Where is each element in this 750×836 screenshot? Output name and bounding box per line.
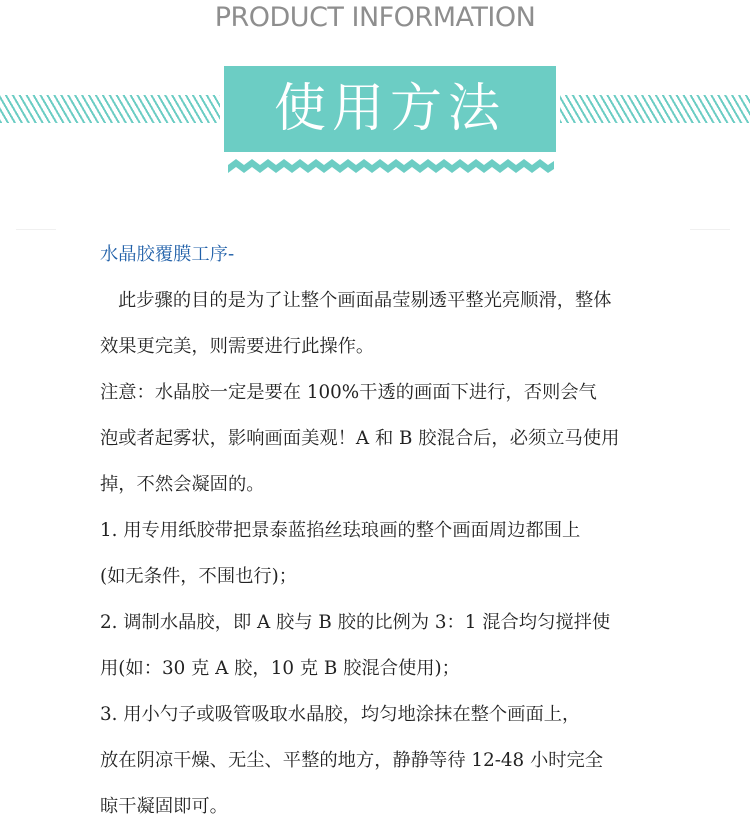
divider-right bbox=[690, 229, 730, 230]
text-line: (如无条件，不围也行)； bbox=[100, 566, 298, 587]
text-line: 泡或者起雾状，影响画面美观！A 和 B 胶混合后，必须立马使用 bbox=[100, 428, 620, 449]
section-heading: 水晶胶覆膜工序- bbox=[100, 244, 235, 265]
right-stripe-decoration bbox=[560, 95, 750, 123]
banner-title: 使用方法 bbox=[273, 79, 506, 139]
instructions-body bbox=[100, 232, 665, 830]
text-line: 掉，不然会凝固的。 bbox=[100, 474, 265, 495]
section-banner bbox=[224, 66, 556, 152]
eyebrow-title: PRODUCT INFORMATION bbox=[214, 2, 536, 33]
step-3 bbox=[100, 692, 665, 830]
text-line: 2. 调制水晶胶，即 A 胶与 B 胶的比例为 3：1 混合均匀搅拌使 bbox=[100, 612, 611, 633]
text-line: 效果更完美，则需要进行此操作。 bbox=[100, 336, 375, 357]
text-line: 1. 用专用纸胶带把景泰蓝掐丝珐琅画的整个画面周边都围上 bbox=[100, 520, 581, 541]
left-stripe-decoration bbox=[0, 95, 220, 123]
divider-left bbox=[16, 229, 56, 230]
step-2 bbox=[100, 600, 665, 692]
paragraph-note bbox=[100, 370, 665, 508]
paragraph-purpose bbox=[100, 278, 665, 370]
text-line: 放在阴凉干燥、无尘、平整的地方，静静等待 12-48 小时完全 bbox=[100, 750, 604, 771]
text-line: 注意：水晶胶一定是要在 100%干透的画面下进行，否则会气 bbox=[100, 382, 597, 403]
text-line: 晾干凝固即可。 bbox=[100, 796, 228, 817]
text-line: 此步骤的目的是为了让整个画面晶莹剔透平整光亮顺滑，整体 bbox=[118, 290, 612, 311]
zigzag-decoration bbox=[228, 156, 554, 174]
text-line: 3. 用小勺子或吸管吸取水晶胶，均匀地涂抹在整个画面上， bbox=[100, 704, 581, 725]
step-1 bbox=[100, 508, 665, 600]
text-line: 用(如：30 克 A 胶，10 克 B 胶混合使用)； bbox=[100, 658, 460, 679]
